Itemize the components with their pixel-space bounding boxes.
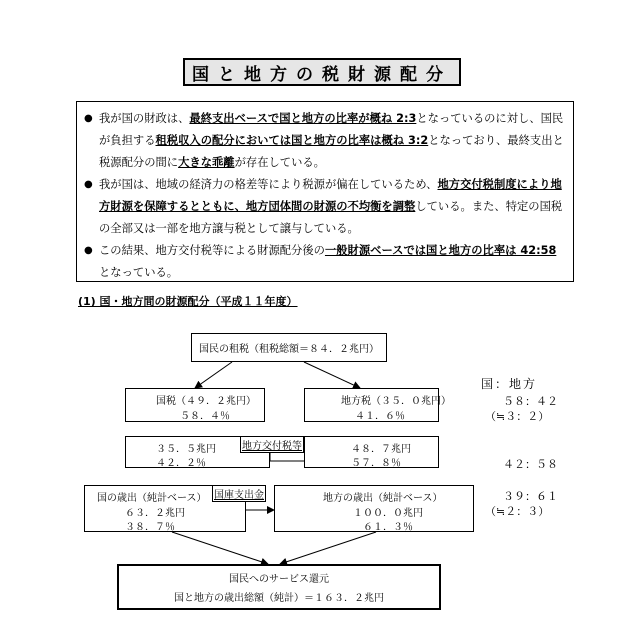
total-tax-box: [191, 333, 387, 362]
transfer-label: 地方交付税等: [240, 436, 304, 453]
bullet-3-segment: この結果、地方交付税等による財源配分後の: [99, 244, 325, 257]
national-exp-amount: ６３．２兆円: [125, 508, 185, 519]
bullet-2-segment: している。また、特定の国税の全部又は一部を地方譲与税として譲与している。: [99, 200, 563, 235]
total-tax-label: 国民の租税（租税総額＝８４．２兆円）: [199, 344, 379, 355]
subsidy-label: 国庫支出金: [212, 485, 266, 502]
local-general-box: [304, 436, 439, 468]
page-title: 国と地方の税財源配分: [183, 58, 461, 86]
bullet-2-segment: 我が国は、地域の経済力の格差等により税源が偏在しているため、: [99, 178, 438, 191]
section-heading: (1) 国・地方間の財源配分（平成１１年度）: [78, 295, 298, 308]
bullet-1-segment: が存在している。: [234, 156, 325, 169]
ratio-header: 国：地方: [481, 377, 538, 391]
local-exp-box: [274, 485, 474, 532]
ratio-tax: ５８：４２: [503, 395, 558, 408]
local-tax-box: [304, 388, 451, 422]
service-return-box: [117, 564, 441, 610]
bullet-3-segment: となっている。: [99, 266, 179, 279]
national-exp-share: ３８．７％: [125, 522, 175, 533]
bullet-1-segment: となっているのに対し、国民が負担する: [99, 112, 564, 147]
local-general-amount: ４８．７兆円: [351, 444, 411, 455]
ratio-exp: ３９：６１: [503, 490, 558, 503]
national-exp-label: 国の歳出（純計ベース）: [97, 493, 207, 504]
bullet-1-segment: 大きな乖離: [178, 156, 235, 169]
national-tax-amount: 国税（４９．２兆円）: [156, 396, 256, 407]
bullet-1-segment: 租税収入の配分においては国と地方の比率は概ね 3:2: [155, 134, 429, 147]
bullet-1-segment: 我が国の財政は、: [99, 112, 190, 125]
local-exp-label: 地方の歳出（純計ベース）: [323, 493, 443, 504]
local-exp-amount: １００．０兆円: [353, 508, 423, 519]
local-exp-share: ６１．３％: [363, 522, 413, 533]
national-tax-share: ５８．４％: [180, 411, 230, 422]
bullet-2-segment: 地方交付税制度により地方財源を保障するとともに、地方団体間の財源の不均衡を調整: [99, 178, 562, 213]
ratio-exp-approx: （≒２：３）: [485, 505, 550, 518]
national-general-amount: ３５．５兆円: [156, 444, 216, 455]
service-return-label: 国民へのサービス還元: [229, 574, 329, 585]
ratio-general: ４２：５８: [503, 458, 558, 471]
ratio-tax-approx: （≒３：２）: [485, 410, 550, 423]
bullet-1-segment: となっており、最終支出と税源配分の間に: [99, 134, 564, 169]
national-general-share: ４２．２％: [156, 458, 206, 469]
local-tax-amount: 地方税（３５．０兆円）: [341, 396, 451, 407]
bullet-1-segment: 最終支出ベースで国と地方の比率が概ね 2:3: [189, 112, 417, 125]
bullet-3-segment: 一般財源ベースでは国と地方の比率は 42:58: [324, 244, 557, 257]
total-expenditure-label: 国と地方の歳出総額（純計）＝１６３．２兆円: [174, 593, 384, 604]
local-general-share: ５７．８％: [351, 458, 401, 469]
local-tax-share: ４１．６％: [355, 411, 405, 422]
national-tax-box: [125, 388, 265, 422]
